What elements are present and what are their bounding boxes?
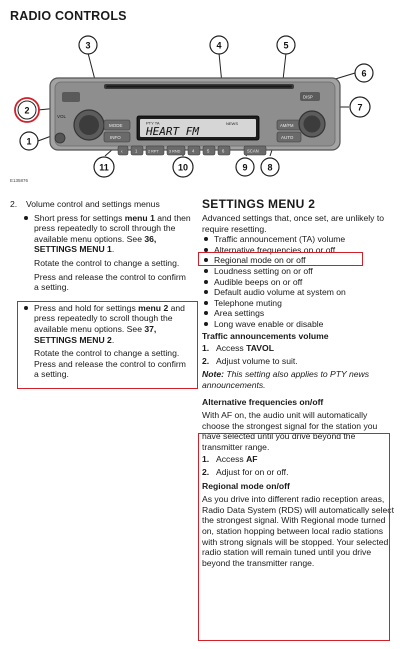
callout-4: 4 xyxy=(216,40,222,51)
svg-text:MODE: MODE xyxy=(109,123,123,128)
list-item: Area settings xyxy=(202,308,394,319)
radio-illustration xyxy=(0,28,400,190)
svg-text:4: 4 xyxy=(192,148,195,154)
list-item: Regional mode on or off xyxy=(202,255,394,266)
callout-5: 5 xyxy=(283,40,289,51)
highlight-box-af-item xyxy=(198,252,363,266)
callout-8: 8 xyxy=(267,162,273,173)
svg-text:3 RND: 3 RND xyxy=(169,149,181,154)
ta-steps xyxy=(202,343,394,366)
callout-11: 11 xyxy=(99,162,109,173)
list-item: Long wave enable or disable xyxy=(202,319,394,330)
regional-heading: Regional mode on/off xyxy=(202,480,290,491)
ta-note: Note: This setting also applies to PTY news announcements. xyxy=(202,369,370,390)
highlight-box-menu-2 xyxy=(17,301,198,389)
callout-2: 2 xyxy=(24,105,30,116)
settings-menu-2-title: SETTINGS MENU 2 xyxy=(202,197,316,211)
svg-text:1: 1 xyxy=(135,148,138,154)
bullet-menu-1-rotate: Rotate the control to change a setting. xyxy=(34,257,180,268)
bullet-menu-2-text: Press and hold for settings menu 2 and press repeatedly to scroll though the available menu options. See 37, SETTINGS MENU 2. xyxy=(34,302,185,345)
item-2-heading xyxy=(10,199,192,210)
svg-text:DISP: DISP xyxy=(303,94,313,100)
callout-1: 1 xyxy=(26,136,32,147)
svg-text:INFO: INFO xyxy=(110,135,121,140)
radio-diagram xyxy=(0,28,400,190)
svg-text:2 RPT: 2 RPT xyxy=(148,149,159,154)
list-item: Audible beeps on or off xyxy=(202,277,394,288)
af-step-1: 1. Access AF xyxy=(202,454,258,465)
callout-3: 3 xyxy=(85,40,91,51)
page-title: RADIO CONTROLS xyxy=(10,9,127,23)
figure-code: E135876 xyxy=(10,178,29,183)
bullet-menu-2-rotate: Rotate the control to change a setting. Press and release the control to confirm a setting. xyxy=(34,348,186,380)
list-item: Telephone muting xyxy=(202,298,394,309)
power-button xyxy=(55,133,65,143)
list-item: Traffic announcement (TA) volume xyxy=(202,234,394,245)
item-number: 2. xyxy=(10,199,18,209)
svg-text:5: 5 xyxy=(207,148,210,154)
list-item: Loudness setting on or off xyxy=(202,266,394,277)
list-item: Default audio volume at system on xyxy=(202,287,394,298)
vol-label: VOL xyxy=(57,114,67,119)
ta-step-2: 2. Adjust volume to suit. xyxy=(202,355,298,366)
svg-text:6: 6 xyxy=(222,148,225,154)
item-title: Volume control and settings menus xyxy=(26,199,160,209)
ta-heading: Traffic announcements volume xyxy=(202,330,329,341)
callout-9: 9 xyxy=(242,162,248,173)
regional-body: As you drive into different radio reception areas, Radio Data System (RDS) will automatically select the strongest signal. With Regional mode turned on, station hopping between local radio stations with strong signals will be stopped. Your selected radio station will remain tuned until you drive beyond the transmitter range. xyxy=(202,494,394,568)
svg-text:NEWS: NEWS xyxy=(226,121,238,126)
bullet-dot xyxy=(24,216,28,220)
list-item: Alternative frequencies on or off xyxy=(202,245,394,256)
af-body: With AF on, the audio unit will automatically choose the strongest signal for the station you have selected until you drive beyond the transmitter range. xyxy=(202,410,378,452)
callout-6: 6 xyxy=(361,68,367,79)
preset-buttons xyxy=(118,146,266,155)
ta-step-1: 1. Access TAVOL xyxy=(202,343,274,354)
callout-7: 7 xyxy=(357,102,363,113)
af-heading: Alternative frequencies on/off xyxy=(202,396,324,407)
bullet-menu-1-confirm: Press and release the control to confirm a setting. xyxy=(34,271,186,293)
af-step-2: 2. Adjust for on or off. xyxy=(202,467,289,478)
callout-10: 10 xyxy=(177,162,189,173)
station-name: HEART FM xyxy=(146,125,199,138)
svg-text:‹: ‹ xyxy=(121,149,123,155)
settings-intro: Advanced settings that, once set, are unlikely to require resetting. xyxy=(202,213,385,234)
highlight-box-af-regional xyxy=(198,433,390,641)
svg-text:SCAN: SCAN xyxy=(247,148,259,154)
eject-button xyxy=(62,92,80,102)
bullet-menu-1-text: Short press for settings menu 1 and then press repeatedly to scroll through the available menu options. See 36, SETTINGS MENU 1. xyxy=(34,212,191,255)
svg-text:AM/FM: AM/FM xyxy=(280,123,294,128)
svg-text:PTY TA: PTY TA xyxy=(146,120,160,126)
svg-text:AUTO: AUTO xyxy=(281,135,294,140)
bullet-menu-1 xyxy=(10,213,192,293)
settings-list xyxy=(202,234,394,329)
